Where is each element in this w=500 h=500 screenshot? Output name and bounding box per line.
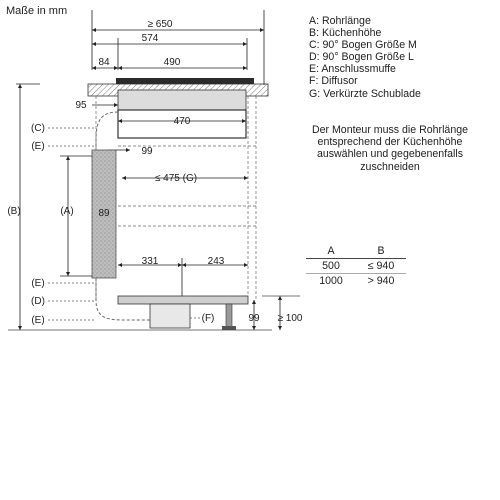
table-row: [306, 259, 406, 274]
bend-c: [96, 112, 118, 150]
table-cell: 1000: [319, 275, 343, 287]
note-line: entsprechend der Küchenhöhe: [317, 136, 463, 149]
dim-drawer-475: ≤ 475 (G): [154, 173, 198, 184]
note-line: zuschneiden: [360, 160, 420, 173]
dim-depth-99-top: 99: [141, 146, 153, 157]
label-leaders: [48, 128, 200, 320]
dim-pipe-89: 89: [98, 208, 110, 219]
note-line: auswählen und gegebenenfalls: [316, 148, 464, 161]
label-c: (C): [31, 123, 45, 134]
table-header: [306, 244, 406, 259]
plinth-panel: [118, 296, 248, 304]
legend-item: C: 90° Bogen Größe M: [309, 39, 417, 52]
legend-item: A: Rohrlänge: [309, 15, 371, 27]
cabinet-foot: [226, 304, 232, 328]
top-dimensions: [92, 10, 264, 85]
dim-bottom-99: 99: [248, 313, 260, 324]
units-label: Maße in mm: [6, 5, 68, 17]
label-a: (A): [60, 206, 74, 217]
pipe-length-table: [306, 244, 406, 288]
table-header-cell: B: [377, 245, 385, 257]
cooktop-unit: [118, 90, 246, 110]
dim-left-84: 84: [98, 57, 110, 68]
dim-width-min: ≥ 650: [147, 19, 173, 30]
dim-width-490: 490: [163, 57, 181, 68]
legend-item: B: Küchenhöhe: [309, 27, 382, 40]
note-line: Der Monteur muss die Rohrlänge: [311, 124, 469, 136]
legend-item: F: Diffusor: [309, 75, 358, 88]
legend-item: E: Anschlussmuffe: [309, 63, 396, 76]
legend: [309, 15, 421, 100]
cooktop-glass: [116, 78, 254, 84]
dim-width-470: 470: [173, 116, 191, 127]
label-e-bot: (E): [31, 315, 45, 326]
cabinet-foot-base: [222, 326, 236, 330]
legend-item: G: Verkürzte Schublade: [309, 87, 421, 100]
dim-width-243: 243: [207, 256, 225, 267]
table-cell: > 940: [367, 275, 395, 287]
diffusor: [150, 304, 190, 328]
table-cell: ≤ 940: [367, 260, 395, 272]
label-f: (F): [201, 313, 215, 324]
installer-note: [300, 124, 480, 173]
label-b: (B): [7, 206, 21, 217]
label-e-top: (E): [31, 141, 45, 152]
table-row: [306, 274, 406, 288]
table-header-cell: A: [327, 245, 335, 257]
label-d: (D): [31, 296, 45, 307]
dim-depth-95: 95: [75, 100, 87, 111]
dim-width-574: 574: [141, 33, 159, 44]
table-cell: 500: [322, 260, 340, 272]
dim-width-331: 331: [141, 256, 159, 267]
label-e-mid: (E): [31, 278, 45, 289]
legend-item: D: 90° Bogen Größe L: [309, 51, 414, 64]
dim-bottom-100: ≥ 100: [277, 313, 303, 324]
